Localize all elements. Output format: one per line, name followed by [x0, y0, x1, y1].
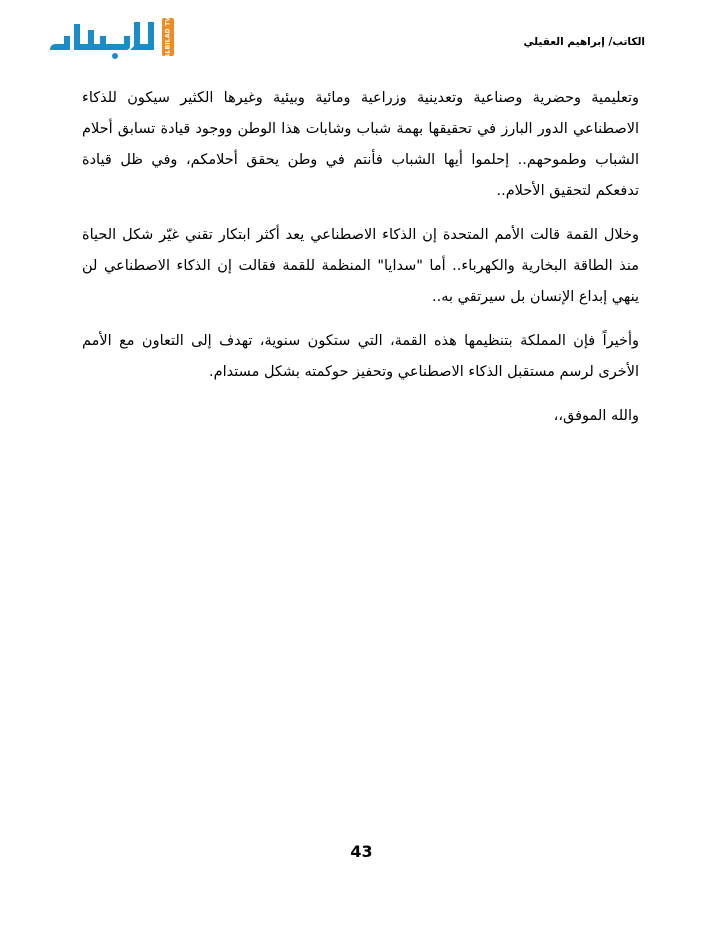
page-header: [0, 0, 723, 80]
albilad-logo: [48, 18, 174, 62]
page-number: 43: [350, 842, 373, 861]
paragraph-closing: والله الموفق،،: [553, 408, 639, 424]
article-body: [82, 83, 639, 445]
paragraph-2: وخلال القمة قالت الأمم المتحدة إن الذكاء الاصطناعي يعد أكثر ابتكار تقني غيّر شكل الحياة منذ الطاقة البخارية والكهرباء.. أما "سدايا" المنظمة للقمة فقالت إن الذكاء الاصطناعي لن ينهي إبداع الإنسان بل سيرتقي به..: [82, 227, 639, 305]
paragraph-3: وأخيراً فإن المملكة بتنظيمها هذه القمة، التي ستكون سنوية، تهدف إلى التعاون مع الأمم الأخرى لرسم مستقبل الذكاء الاصطناعي وتحفيز حوكمته بشكل مستدام.: [82, 333, 639, 380]
author-line: الكاتب/ إبراهيم العقيلي: [523, 36, 645, 48]
tv-badge: ALBILAD TV: [162, 18, 174, 56]
paragraph-1: وتعليمية وحضرية وصناعية وتعدينية وزراعية ومائية وبيئية وغيرها الكثير سيكون للذكاء الاصطناعي الدور البارز في تحقيقها بهمة شباب وشابات هذا الوطن ووجود قيادة تسابق أحلام الشباب وطموحهم.. إحلموا أيها الشباب فأنتم في وطن يحقق أحلامكم، وفي ظل قيادة تدفعكم لتحقيق الأحلام..: [82, 90, 639, 199]
albilad-wordmark-logo: [48, 18, 158, 62]
